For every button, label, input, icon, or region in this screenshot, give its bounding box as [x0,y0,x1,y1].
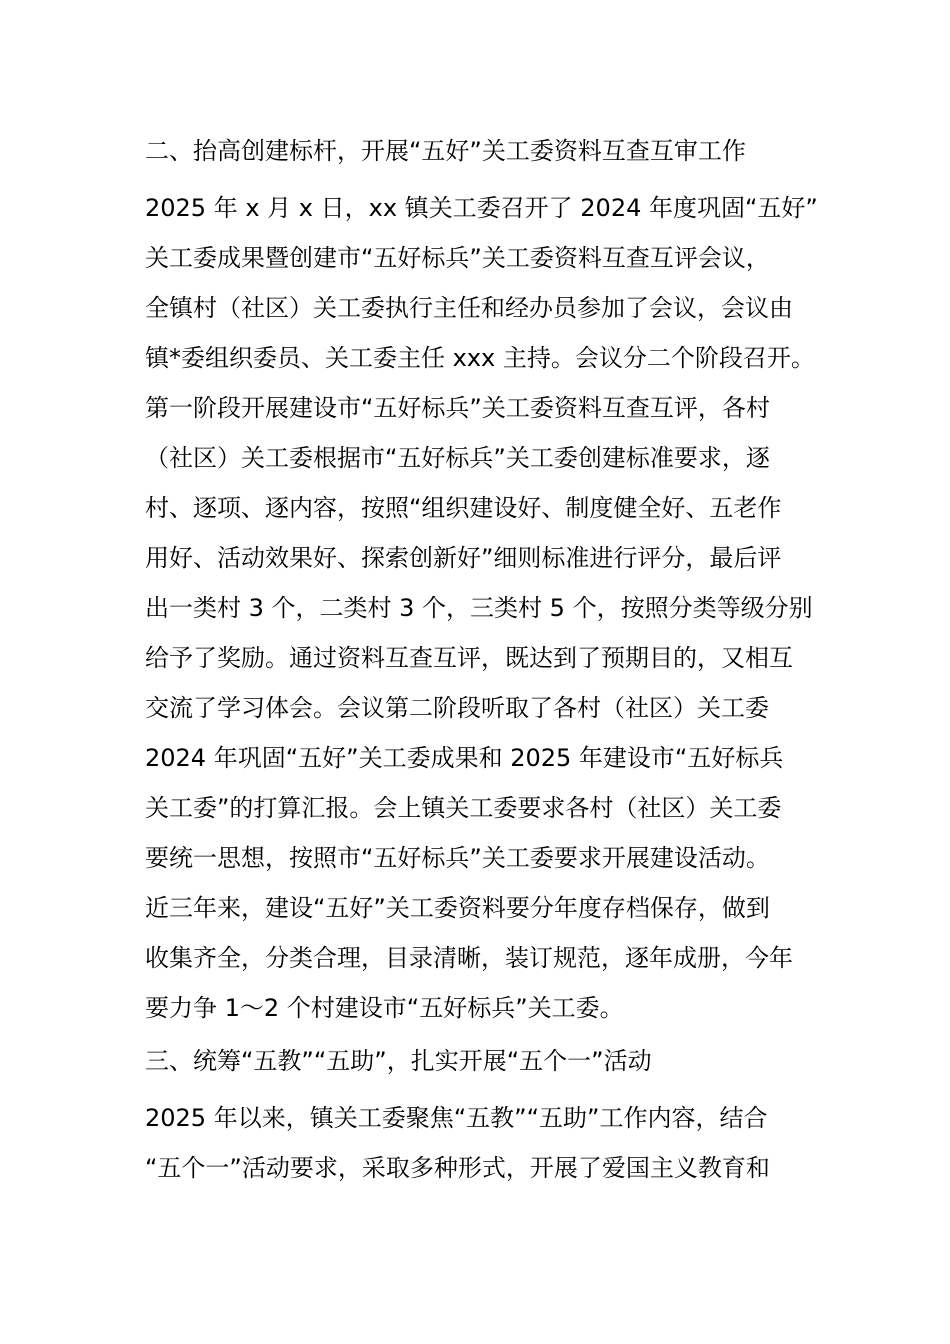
section-heading-2: 二、抬高创建标杆，开展“五好”关工委资料互查互审工作 [145,137,746,165]
text-line: （社区）关工委根据市“五好标兵”关工委创建标准要求，逐 [145,444,770,472]
text-line: 2025 年以来，镇关工委聚焦“五教”“五助”工作内容，结合 [145,1104,768,1132]
section-heading-3: 三、统筹“五教”“五助”，扎实开展“五个一”活动 [145,1047,652,1075]
text-line: 用好、活动效果好、探索创新好”细则标准进行评分，最后评 [145,544,782,572]
text-line: 近三年来，建设“五好”关工委资料要分年度存档保存，做到 [145,894,770,922]
text-line: “五个一”活动要求，采取多种形式，开展了爱国主义教育和 [145,1154,770,1182]
text-line: 全镇村（社区）关工委执行主任和经办员参加了会议，会议由 [145,294,793,322]
text-line: 关工委”的打算汇报。会上镇关工委要求各村（社区）关工委 [145,794,782,822]
text-line: 第一阶段开展建设市“五好标兵”关工委资料互查互评，各村 [145,394,770,422]
text-line: 收集齐全，分类合理，目录清晰，装订规范，逐年成册，今年 [145,944,793,972]
text-line: 要力争 1～2 个村建设市“五好标兵”关工委。 [145,994,624,1022]
text-line: 交流了学习体会。会议第二阶段听取了各村（社区）关工委 [145,694,769,722]
text-line: 镇*委组织委员、关工委主任 xxx 主持。会议分二个阶段召开。 [145,344,815,372]
text-line: 2024 年巩固“五好”关工委成果和 2025 年建设市“五好标兵 [145,744,784,772]
text-line: 出一类村 3 个，二类村 3 个，三类村 5 个，按照分类等级分别 [145,594,813,622]
text-line: 关工委成果暨创建市“五好标兵”关工委资料互查互评会议， [145,244,770,272]
text-line: 给予了奖励。通过资料互查互评，既达到了预期目的，又相互 [145,644,793,672]
text-line: 要统一思想，按照市“五好标兵”关工委要求开展建设活动。 [145,844,770,872]
text-line: 村、逐项、逐内容，按照“组织建设好、制度健全好、五老作 [145,494,782,522]
text-line: 2025 年 x 月 x 日，xx 镇关工委召开了 2024 年度巩固“五好” [145,194,818,222]
